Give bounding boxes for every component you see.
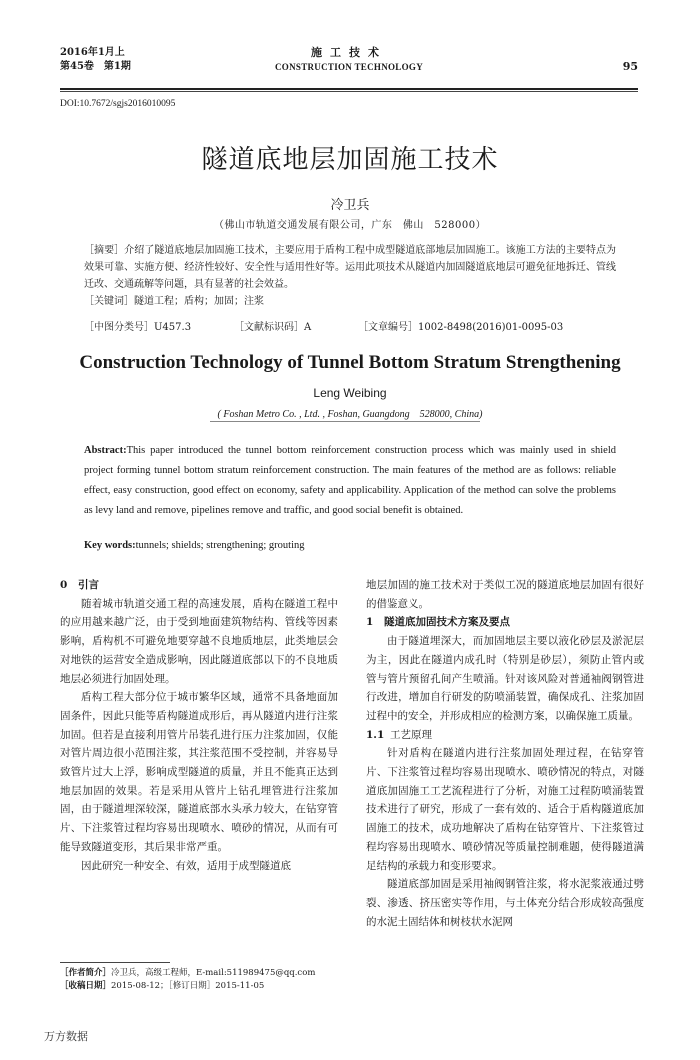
journal-name-en: CONSTRUCTION TECHNOLOGY (274, 62, 423, 72)
section-heading-1-1 (366, 726, 644, 745)
paragraph: 因此研究一种安全、有效，适用于成型隧道底 (81, 859, 291, 872)
issue-volume: 第45卷 第1期 (60, 61, 131, 72)
article-number: ［文章编号］1002-8498(2016)01-0095-03 (358, 322, 564, 333)
paragraph: 地层加固的施工技术对于类似工况的隧道底地层加固有很好的借鉴意义。 (366, 579, 644, 610)
footnote (60, 967, 315, 993)
paragraph: 由于隧道埋深大，而加固地层主要以液化砂层及淤泥层为主，因此在隧道内成孔时（特别是砂层），须防止管内或管与管片预留孔间产生喷涌。针对该风险对普通袖阀钢管进行改进，增加自行研发的防喷涌装置，确保成孔、注浆加固过程中的安全，并形成相应的检测方案，以确保施工质量。 (366, 635, 644, 722)
section-title: 引言 (78, 579, 99, 591)
title-cn: 隧道底地层加固施工技术 (201, 145, 499, 175)
paragraph: 盾构工程大部分位于城市繁华区域，通常不具备地面加固条件，因此只能等盾构隧道成形后，再从隧道内进行注浆加固。但若是直接利用管片吊装孔进行压力注浆加固，仅能对管片周边很小范围注浆，其注浆范围不受控制，并容易导致管片过大上浮，影响成型隧道的质量，并且不能真正达到地层加固的效果。若是采用从管片上钻孔埋管进行注浆加固，由于隧道埋深较深，隧道底部水头承力较大，在钻穿管片、下注浆管过程均容易出现喷水、喷砂的情况，从而有可能导致隧道变形，其后果非常严重。 (60, 691, 338, 853)
footnote-rule (60, 962, 170, 963)
body-column-right (366, 576, 644, 931)
clc-number: ［中图分类号］U457.3 (84, 322, 192, 333)
abstract-en (84, 441, 616, 521)
section-heading-0 (60, 576, 338, 595)
paragraph: 随着城市轨道交通工程的高速发展，盾构在隧道工程中的应用越来越广泛，由于受到地面建筑物结构、管线等因素影响，盾构机不可避免地要穿越不良地质地层，此类地层会对地铁的运营安全造成影响，因此隧道底部以下的不良地质地层必须进行加固处理。 (60, 597, 338, 685)
page-number: 95 (622, 60, 638, 73)
section-title: 隧道底加固技术方案及要点 (384, 616, 510, 629)
issue-date: 2016年1月上 (60, 47, 125, 58)
author-bio (60, 967, 315, 980)
page-header (60, 46, 638, 86)
journal-name (60, 46, 638, 74)
author-cn: 冷卫兵 (330, 198, 370, 213)
journal-name-cn: 施工技术 (311, 46, 387, 59)
section-title: 工艺原理 (390, 728, 432, 741)
keywords-en-text: tunnels; shields; strengthening; grouting (135, 540, 305, 551)
title-divider (210, 421, 480, 422)
author-bio-label: ［作者简介］ (60, 968, 112, 978)
doi: DOI:10.7672/sgjs2016010095 (60, 99, 176, 109)
affiliation-en: ( Foshan Metro Co. , Ltd. , Foshan, Guangdong 528000, China) (217, 409, 483, 420)
header-rule (60, 88, 638, 90)
abstract-en-text: This paper introduced the tunnel bottom reinforcement construction process which was mainly used in shield project forming tunnel bottom stratum reinforcement construction. The main features of the method are as follows: reliable effect, easy construction, good effect on economy, safety and applicability. Application of the method can solve the problems as levy land and remove, pipelines remove and traffic, and good social benefit is obtained. (84, 445, 616, 516)
paragraph: 隧道底部加固是采用袖阀钢管注浆，将水泥浆液通过劈裂、渗透、挤压密实等作用，与土体充分结合形成较高强度的水泥土固结体和树枝状水泥网 (366, 878, 644, 928)
received-date-text: 2015-08-12；［修订日期］2015-11-05 (111, 981, 265, 991)
received-date-label: ［收稿日期］ (60, 981, 112, 991)
document-code: ［文献标识码］A (234, 322, 312, 333)
affiliation-cn: （佛山市轨道交通发展有限公司，广东 佛山 528000） (213, 220, 487, 231)
keywords-cn: ［关键词］隧道工程；盾构；加固；注浆 (84, 296, 264, 307)
keywords-en-label: Key words: (84, 540, 136, 551)
section-heading-1 (366, 613, 644, 632)
title-en: Construction Technology of Tunnel Bottom Stratum Strengthening (79, 352, 621, 373)
abstract-cn: ［摘要］介绍了隧道底地层加固施工技术，主要应用于盾构工程中成型隧道底部地层加固施工。该施工方法的主要特点为效果可靠、实施方便、经济性较好、安全性与适用性好等。运用此项技术从隧道内加固隧道底地层可避免征地拆迁、管线迁改、交通疏解等问题，具有显著的社会效益。 (84, 245, 616, 290)
section-number: 0 (60, 579, 68, 591)
section-number: 1 (366, 616, 374, 629)
header-rule-thin (60, 91, 638, 92)
classification-row (84, 318, 616, 334)
received-date (60, 980, 315, 993)
abstract-cn-block (84, 242, 616, 310)
author-bio-text: 冷卫兵，高级工程师，E-mail:511989475@qq.com (111, 968, 316, 978)
wanfang-watermark: 万方数据 (44, 1030, 88, 1043)
section-number: 1.1 (366, 728, 385, 741)
keywords-en (84, 540, 616, 551)
paragraph: 针对盾构在隧道内进行注浆加固处理过程，在钻穿管片、下注浆管过程均容易出现喷水、喷砂情况的特点，对隧道底加固施工工艺流程进行了分析，对施工过程防喷涌装置技术进行了研究，形成了一套有效的、适合于盾构隧道底加固施工的技术，成功地解决了盾构在钻穿管片、下注浆管过程均容易出现喷水、喷砂情况等质量控制难题，使得隧道满足结构的承载力和变形要求。 (366, 747, 644, 872)
author-en: Leng Weibing (313, 386, 387, 400)
abstract-en-label: Abstract: (84, 445, 127, 456)
body-column-left (60, 576, 338, 875)
